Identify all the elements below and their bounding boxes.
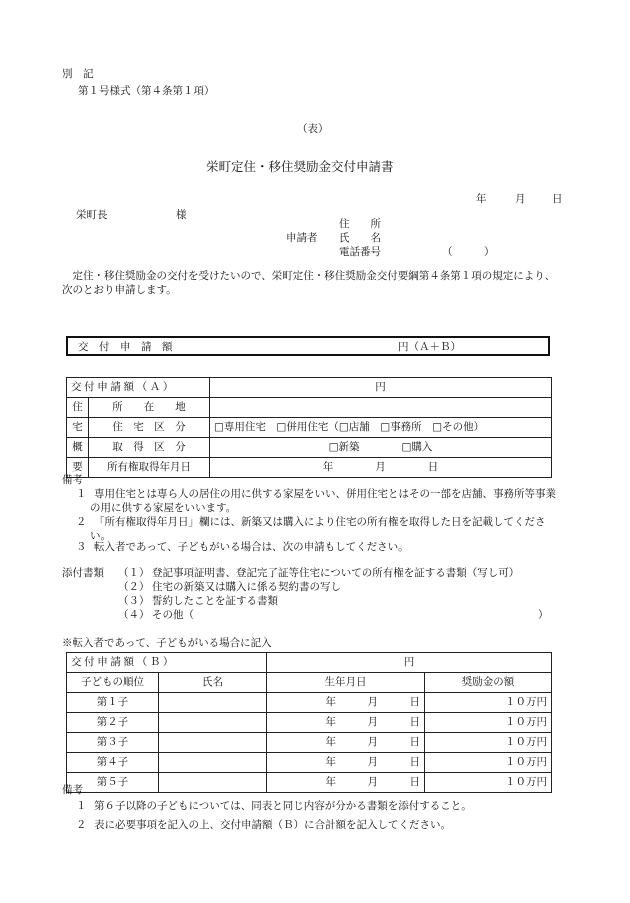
attachment-text: 住宅の新築又は購入に係る契約書の写し (152, 581, 341, 593)
note-text: 転入者であって、子どもがいる場合は、次の申請もしてください。 (94, 541, 409, 553)
child-section-heading: ※転入者であって、子どもがいる場合に記入 (62, 637, 272, 649)
date-year[interactable]: 年 (476, 193, 487, 205)
applicant-address-label: 住 所 (339, 218, 381, 230)
amount-b-field[interactable]: 円 (267, 653, 552, 673)
child-name-field[interactable] (159, 773, 267, 793)
table-row (67, 713, 552, 733)
child-rank: 第５子 (67, 773, 159, 793)
housing-row (67, 458, 552, 478)
attachment-text: 誓約したことを証する書類 (152, 595, 278, 607)
note-number: １ (76, 488, 87, 500)
child-dob-field[interactable]: 年 月 日 (267, 753, 425, 773)
child-amount: １０万円 (425, 693, 552, 713)
housing-row (67, 418, 552, 438)
housing-side-char: 住 (67, 398, 89, 418)
table-row (67, 693, 552, 713)
total-amount-box[interactable] (66, 336, 550, 356)
child-amount: １０万円 (425, 713, 552, 733)
annex-label: 別 記 (62, 68, 94, 80)
note-item (62, 541, 562, 555)
child-dob-field[interactable]: 年 月 日 (267, 773, 425, 793)
attachment-other-field[interactable]: その他（ (152, 609, 194, 621)
child-name-field[interactable] (159, 753, 267, 773)
acquisition-date-field[interactable]: 年 月 日 (210, 458, 552, 478)
intro-paragraph: 定住・移住奨励金の交付を受けたいので、栄町定住・移住奨励金交付要綱第４条第１項の規定により、次のとおり申請します。 (62, 270, 556, 297)
child-amount: １０万円 (425, 773, 552, 793)
form-number: 第１号様式（第４条第１項） (78, 85, 215, 97)
attachment-number: （４） (118, 609, 150, 621)
housing-side-char: 宅 (67, 418, 89, 438)
location-field[interactable] (210, 398, 552, 418)
attachment-text: 登記事項証明書、登記完了証等住宅についての所有権を証する書類（写し可） (152, 567, 520, 579)
amount-b-label: 交付申請額（Ｂ） (67, 653, 267, 673)
table-row (67, 753, 552, 773)
attachments-heading: 添付書類 (62, 567, 104, 579)
applicant-phone-label: 電話番号 (339, 246, 381, 258)
header-amount: 奨励金の額 (425, 673, 552, 693)
child-table (66, 652, 552, 793)
notes-heading: 備考 (62, 474, 83, 486)
housing-row (67, 398, 552, 418)
child-rank: 第２子 (67, 713, 159, 733)
note-text: 表に必要事項を記入の上、交付申請額（Ｂ）に合計額を記入してください。 (94, 819, 451, 831)
acquisition-date-label: 所有権取得年月日 (89, 458, 210, 478)
date-day[interactable]: 日 (552, 193, 563, 205)
housing-table (66, 377, 552, 478)
note-item (62, 516, 562, 544)
housing-type-label: 住 宅 区 分 (89, 418, 210, 438)
child-amount: １０万円 (425, 753, 552, 773)
acquisition-type-options[interactable]: □新築 □購入 (210, 438, 552, 458)
page-side: （表） (297, 123, 329, 135)
applicant-phone-field[interactable]: （ ） (442, 246, 495, 258)
housing-type-options[interactable]: □専用住宅 □併用住宅（□店舗 □事務所 □その他） (210, 418, 552, 438)
amount-a-field[interactable]: 円 (210, 378, 552, 398)
housing-row (67, 438, 552, 458)
applicant-name-label: 氏 名 (339, 232, 381, 244)
date-month[interactable]: 月 (515, 193, 526, 205)
housing-side-char: 要 (67, 458, 89, 478)
header-rank: 子どもの順位 (67, 673, 159, 693)
child-table-header (67, 673, 552, 693)
applicant-label: 申請者 (286, 232, 318, 244)
child-dob-field[interactable]: 年 月 日 (267, 713, 425, 733)
total-amount-label: 交 付 申 請 額 (78, 341, 173, 353)
amount-a-row (67, 378, 552, 398)
child-dob-field[interactable]: 年 月 日 (267, 733, 425, 753)
child-amount: １０万円 (425, 733, 552, 753)
attachment-close-paren: ） (538, 609, 549, 621)
housing-side-char: 概 (67, 438, 89, 458)
child-dob-field[interactable]: 年 月 日 (267, 693, 425, 713)
amount-a-label: 交付申請額（Ａ） (67, 378, 210, 398)
note-text: 「所有権取得年月日」欄には、新築又は購入により住宅の所有権を取得した日を記載してください。 (90, 516, 546, 542)
note-number: ２ (76, 819, 87, 831)
location-label: 所 在 地 (89, 398, 210, 418)
table-row (67, 733, 552, 753)
child-rank: 第１子 (67, 693, 159, 713)
header-dob: 生年月日 (267, 673, 425, 693)
amount-b-row (67, 653, 552, 673)
child-name-field[interactable] (159, 713, 267, 733)
attachment-number: （３） (118, 595, 150, 607)
child-rank: 第３子 (67, 733, 159, 753)
document-title: 栄町定住・移住奨励金交付申請書 (206, 159, 394, 174)
notes-heading: 備考 (62, 784, 83, 796)
attachment-number: （１） (118, 567, 150, 579)
note-text: 第６子以降の子どもについては、同表と同じ内容が分かる書類を添付すること。 (94, 800, 472, 812)
child-name-field[interactable] (159, 733, 267, 753)
note-item (62, 488, 562, 516)
note-text: 専用住宅とは専ら人の居住の用に供する家屋をいい、併用住宅とはその一部を店舗、事務所等事業の用に供する家屋をいいます。 (90, 488, 556, 514)
table-row (67, 773, 552, 793)
attachment-number: （２） (118, 581, 150, 593)
addressee-honorific: 様 (176, 209, 187, 221)
note-item (62, 819, 562, 833)
child-name-field[interactable] (159, 693, 267, 713)
note-number: ３ (76, 541, 87, 553)
acquisition-type-label: 取 得 区 分 (89, 438, 210, 458)
header-name: 氏名 (159, 673, 267, 693)
note-item (62, 800, 562, 814)
child-rank: 第４子 (67, 753, 159, 773)
note-number: １ (76, 800, 87, 812)
total-amount-unit: 円（Ａ＋Ｂ） (398, 341, 461, 353)
note-number: ２ (76, 516, 87, 528)
addressee-name: 栄町長 (76, 209, 108, 221)
